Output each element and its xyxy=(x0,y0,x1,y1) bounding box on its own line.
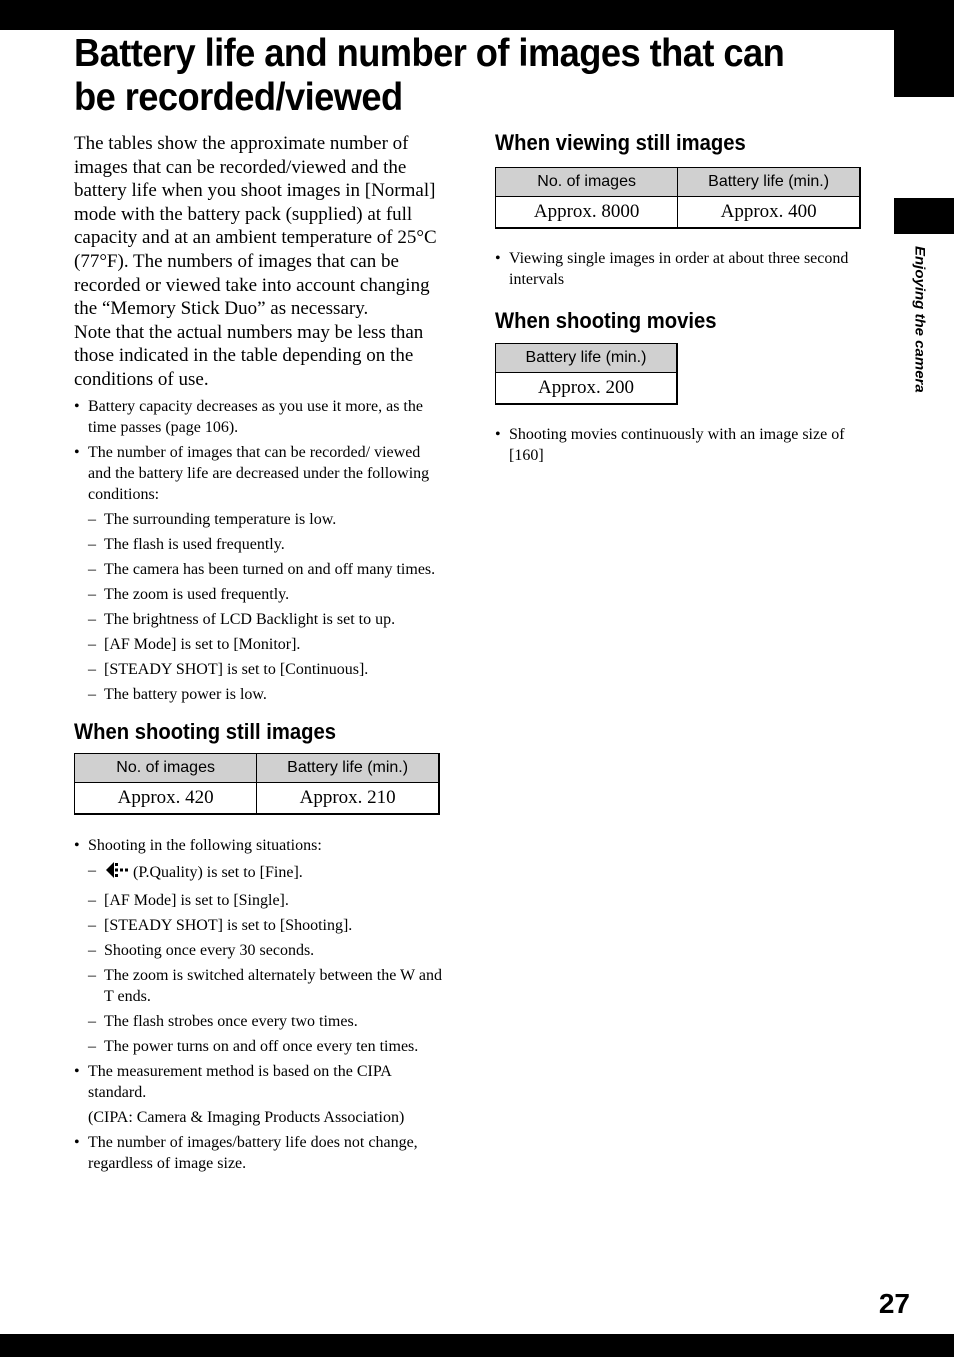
list-item: – The brightness of LCD Backlight is set to up. xyxy=(88,610,396,628)
list-item: – [STEADY SHOT] is set to [Continuous]. xyxy=(88,660,369,678)
list-item: • Viewing single images in order at about three second intervals xyxy=(495,250,849,288)
still-shooting-notes-2 xyxy=(74,1132,442,1174)
list-item: – The zoom is switched alternately between the W and T ends. xyxy=(88,966,442,1005)
table-header: Battery life (min.) xyxy=(496,344,678,373)
image-quality-icon xyxy=(104,860,130,886)
still-shooting-notes xyxy=(74,835,442,1103)
section-tab-label: Enjoying the camera xyxy=(912,246,928,393)
list-item: – Shooting once every 30 seconds. xyxy=(88,941,315,959)
intro-bullet-list xyxy=(74,396,442,705)
conditions-list xyxy=(88,509,442,705)
list-item: • The number of images that can be recorded/ viewed and the battery life are decreased under the following conditions: – The surrounding temperature is low. – The flash is used frequently. – The camera has been turned on and off many times. – The zoom is used frequently. – The brightness of LCD Backlight is set to up. – [AF Mode] is set to [Monitor]. – [STEADY SHOT] is set to [Continuous]. – The battery power is low. xyxy=(74,442,442,705)
situations-list xyxy=(88,860,442,1057)
still-shooting-table xyxy=(74,753,440,815)
section-tab-marker xyxy=(894,198,954,234)
movies-heading: When shooting movies xyxy=(495,308,717,333)
movies-table xyxy=(495,343,678,405)
list-item: – [STEADY SHOT] is set to [Shooting]. xyxy=(88,916,353,934)
left-column xyxy=(74,132,442,1178)
page-number: 27 xyxy=(878,1288,910,1319)
bullet-icon: • xyxy=(74,397,80,415)
top-bar xyxy=(0,0,954,30)
table-header: Battery life (min.) xyxy=(678,168,860,197)
intro-paragraph: The tables show the approximate number of images that can be recorded/viewed and the battery life when you shoot images in [Normal] mode with the battery pack (supplied) at full capacity and at an ambient temperature of 25°C (77°F). The numbers of images that can be recorded or viewed take into account changing the “Memory Stick Duo” as necessary. xyxy=(74,133,437,320)
chapter-tab-marker xyxy=(894,30,954,97)
bottom-bar xyxy=(0,1334,954,1357)
table-header: No. of images xyxy=(75,753,257,782)
table-cell: Approx. 8000 xyxy=(496,197,678,229)
table-header: No. of images xyxy=(496,168,678,197)
table-cell: Approx. 400 xyxy=(678,197,860,229)
list-item: • The number of images/battery life does not change, regardless of image size. xyxy=(74,1133,418,1172)
page-title: Battery life and number of images that can be recorded/viewed xyxy=(74,32,785,119)
list-item: • Battery capacity decreases as you use it more, as the time passes (page 106). xyxy=(74,397,423,436)
cipa-note: (CIPA: Camera & Imaging Products Association) xyxy=(88,1108,405,1126)
list-item: – (P.Quality) is set to [Fine]. xyxy=(88,860,442,886)
list-item: – The flash strobes once every two times. xyxy=(88,1012,358,1030)
still-shooting-heading: When shooting still images xyxy=(74,718,337,744)
still-viewing-table xyxy=(495,167,861,229)
table-header: Battery life (min.) xyxy=(257,753,439,782)
list-item: – The zoom is used frequently. xyxy=(88,585,290,603)
bullet-icon: • xyxy=(74,1133,80,1151)
still-viewing-heading: When viewing still images xyxy=(495,130,746,155)
list-item: – The flash is used frequently. xyxy=(88,535,285,553)
bullet-icon: • xyxy=(74,443,80,461)
right-column xyxy=(495,130,863,470)
list-item: • The measurement method is based on the CIPA standard. xyxy=(74,1062,391,1101)
table-cell: Approx. 210 xyxy=(257,782,439,814)
list-item: – The camera has been turned on and off many times. xyxy=(88,560,436,578)
list-item: – The surrounding temperature is low. xyxy=(88,510,337,528)
list-item: • Shooting in the following situations: – (P.Quality) is set to [Fine]. – [AF Mode] is set to [Single]. – [STEADY SHOT] is set to [Shooting]. – Shooting once every 30 seconds. – The zoom is switched alternately between the W and T ends. – The flash strobes once every two times. – The power turns on and off once every ten times. xyxy=(74,836,442,1055)
bullet-icon: • xyxy=(495,250,501,267)
list-item: – [AF Mode] is set to [Monitor]. xyxy=(88,635,301,653)
bullet-icon: • xyxy=(495,426,501,443)
still-viewing-notes xyxy=(495,248,863,290)
intro-note: Note that the actual numbers may be less than those indicated in the table depending on the conditions of use. xyxy=(74,321,424,390)
list-item: • Shooting movies continuously with an image size of [160] xyxy=(495,426,845,464)
bullet-icon: • xyxy=(74,1062,80,1080)
bullet-icon: • xyxy=(74,836,80,854)
list-item: – The power turns on and off once every ten times. xyxy=(88,1037,419,1055)
table-cell: Approx. 420 xyxy=(75,782,257,814)
movies-notes xyxy=(495,424,863,466)
table-cell: Approx. 200 xyxy=(496,373,678,405)
list-item: – [AF Mode] is set to [Single]. xyxy=(88,891,289,909)
list-item: – The battery power is low. xyxy=(88,685,267,703)
